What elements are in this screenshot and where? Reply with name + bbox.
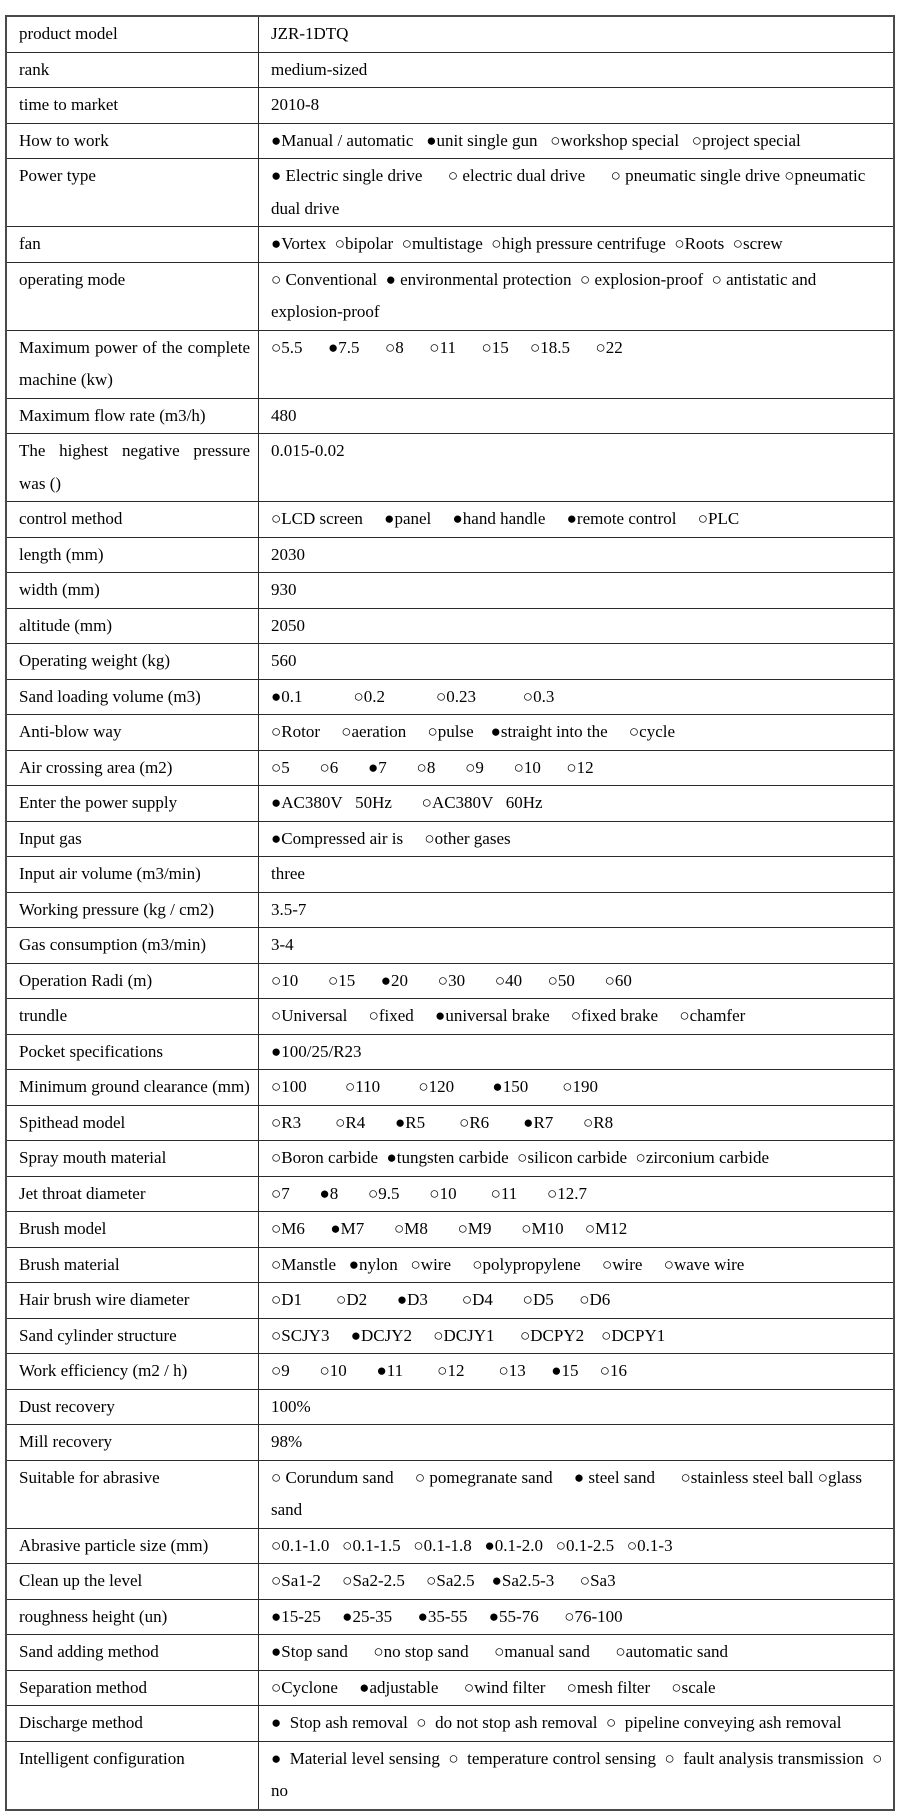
row-label: Jet throat diameter (7, 1177, 259, 1212)
table-row (7, 538, 893, 574)
row-label: Mill recovery (7, 1425, 259, 1460)
row-label: roughness height (un) (7, 1600, 259, 1635)
table-row (7, 1425, 893, 1461)
row-label: rank (7, 53, 259, 88)
row-label: Spithead model (7, 1106, 259, 1141)
table-row (7, 893, 893, 929)
row-label: Pocket specifications (7, 1035, 259, 1070)
row-value: 560 (271, 651, 297, 670)
row-label: Intelligent configuration (7, 1742, 259, 1809)
row-label: Work efficiency (m2 / h) (7, 1354, 259, 1389)
table-row (7, 1283, 893, 1319)
row-value: ●AC380V 50Hz ○AC380V 60Hz (271, 793, 543, 812)
row-label: Power type (7, 159, 259, 226)
row-value: 98% (271, 1432, 303, 1451)
table-row (7, 857, 893, 893)
row-label: trundle (7, 999, 259, 1034)
table-row (7, 502, 893, 538)
row-value: 2010-8 (271, 95, 320, 114)
table-row (7, 1354, 893, 1390)
row-value: ○Rotor ○aeration ○pulse ●straight into the ○cycle (271, 722, 676, 741)
row-label: Hair brush wire diameter (7, 1283, 259, 1318)
row-value: ● Electric single drive ○ electric dual drive ○ pneumatic single drive ○pneumatic dual drive (271, 166, 870, 218)
row-label: Gas consumption (m3/min) (7, 928, 259, 963)
row-value: ● Stop ash removal ○ do not stop ash removal ○ pipeline conveying ash removal (271, 1713, 842, 1732)
row-label: Operating weight (kg) (7, 644, 259, 679)
table-row (7, 1141, 893, 1177)
row-value: ○Sa1-2 ○Sa2-2.5 ○Sa2.5 ●Sa2.5-3 ○Sa3 (271, 1571, 616, 1590)
row-value: ●100/25/R23 (271, 1041, 362, 1061)
row-value: 2030 (271, 544, 305, 564)
table-row (7, 1248, 893, 1284)
row-label: Input gas (7, 822, 259, 857)
table-row (7, 17, 893, 53)
row-value: 480 (271, 405, 297, 425)
row-label: time to market (7, 88, 259, 123)
table-row (7, 227, 893, 263)
table-row (7, 751, 893, 787)
table-row (7, 434, 893, 502)
row-label: The highest negative pressure was () (7, 434, 259, 501)
row-label: fan (7, 227, 259, 262)
row-value: 2050 (271, 615, 305, 635)
table-row (7, 1035, 893, 1071)
row-label: Brush material (7, 1248, 259, 1283)
table-row (7, 1177, 893, 1213)
table-row (7, 1212, 893, 1248)
table-row (7, 1529, 893, 1565)
row-value: ● Material level sensing ○ temperature control sensing ○ fault analysis transmission ○ no (271, 1748, 891, 1800)
row-label: Sand loading volume (m3) (7, 680, 259, 715)
row-value: 3.5-7 (271, 899, 307, 919)
table-row (7, 1461, 893, 1529)
row-label: Sand cylinder structure (7, 1319, 259, 1354)
row-value: 930 (271, 580, 297, 599)
row-value: ●Manual / automatic ●unit single gun ○workshop special ○project special (271, 130, 801, 150)
table-row (7, 715, 893, 751)
table-row (7, 609, 893, 645)
row-value: three (271, 864, 305, 883)
table-row (7, 1635, 893, 1671)
table-row (7, 53, 893, 89)
row-label: Air crossing area (m2) (7, 751, 259, 786)
row-value: ○5.5 ●7.5 ○8 ○11 ○15 ○18.5 ○22 (271, 337, 623, 357)
row-value: ○D1 ○D2 ●D3 ○D4 ○D5 ○D6 (271, 1290, 611, 1309)
row-value: ○Cyclone ●adjustable ○wind filter ○mesh filter ○scale (271, 1677, 716, 1697)
row-value: ●Vortex ○bipolar ○multistage ○high pressure centrifuge ○Roots ○screw (271, 234, 783, 253)
row-value: ○100 ○110 ○120 ●150 ○190 (271, 1077, 598, 1096)
row-value: ○7 ●8 ○9.5 ○10 ○11 ○12.7 (271, 1183, 587, 1203)
row-label: Suitable for abrasive (7, 1461, 259, 1528)
row-label: Clean up the level (7, 1564, 259, 1599)
table-row (7, 680, 893, 716)
row-label: length (mm) (7, 538, 259, 573)
table-row (7, 1671, 893, 1707)
table-row (7, 786, 893, 822)
row-label: width (mm) (7, 573, 259, 608)
row-value: ○0.1-1.0 ○0.1-1.5 ○0.1-1.8 ●0.1-2.0 ○0.1-2.5 ○0.1-3 (271, 1535, 673, 1555)
row-label: Input air volume (m3/min) (7, 857, 259, 892)
row-label: Operation Radi (m) (7, 964, 259, 999)
row-value: ○M6 ●M7 ○M8 ○M9 ○M10 ○M12 (271, 1219, 628, 1238)
row-label: Maximum power of the complete machine (kw) (7, 331, 259, 398)
row-value: 100% (271, 1396, 311, 1416)
row-value: ○10 ○15 ●20 ○30 ○40 ○50 ○60 (271, 970, 632, 990)
table-row (7, 159, 893, 227)
table-row (7, 964, 893, 1000)
row-label: Separation method (7, 1671, 259, 1706)
row-value: ○9 ○10 ●11 ○12 ○13 ●15 ○16 (271, 1361, 627, 1380)
row-value: ○5 ○6 ●7 ○8 ○9 ○10 ○12 (271, 757, 594, 777)
row-value: ○Universal ○fixed ●universal brake ○fixed brake ○chamfer (271, 1006, 746, 1025)
table-row (7, 124, 893, 160)
row-value: ○SCJY3 ●DCJY2 ○DCJY1 ○DCPY2 ○DCPY1 (271, 1325, 666, 1345)
table-row (7, 928, 893, 964)
table-row (7, 1600, 893, 1636)
row-label: Dust recovery (7, 1390, 259, 1425)
row-value: ●0.1 ○0.2 ○0.23 ○0.3 (271, 686, 555, 706)
row-label: Spray mouth material (7, 1141, 259, 1176)
table-row (7, 1742, 893, 1809)
row-label: Discharge method (7, 1706, 259, 1741)
row-label: Maximum flow rate (m3/h) (7, 399, 259, 434)
row-label: altitude (mm) (7, 609, 259, 644)
row-value: ○Manstle ●nylon ○wire ○polypropylene ○wire ○wave wire (271, 1254, 745, 1274)
row-label: Working pressure (kg / cm2) (7, 893, 259, 928)
spec-table (5, 15, 895, 1811)
table-row (7, 1106, 893, 1142)
row-label: Sand adding method (7, 1635, 259, 1670)
table-row (7, 331, 893, 399)
row-label: product model (7, 17, 259, 52)
row-value: ○ Conventional ● environmental protection ○ explosion-proof ○ antistatic and explosion-proof (271, 269, 821, 321)
table-row (7, 1319, 893, 1355)
row-label: control method (7, 502, 259, 537)
row-value: 0.015-0.02 (271, 441, 345, 460)
table-row (7, 999, 893, 1035)
table-row (7, 822, 893, 858)
row-label: operating mode (7, 263, 259, 330)
row-value: ●15-25 ●25-35 ●35-55 ●55-76 ○76-100 (271, 1606, 623, 1626)
row-value: JZR-1DTQ (271, 24, 349, 43)
row-label: Anti-blow way (7, 715, 259, 750)
row-label: Enter the power supply (7, 786, 259, 821)
row-value: ●Compressed air is ○other gases (271, 828, 511, 848)
table-row (7, 1390, 893, 1426)
table-row (7, 263, 893, 331)
table-row (7, 1564, 893, 1600)
table-row (7, 573, 893, 609)
table-row (7, 1706, 893, 1742)
row-label: Abrasive particle size (mm) (7, 1529, 259, 1564)
row-value: medium-sized (271, 59, 368, 79)
table-row (7, 644, 893, 680)
row-label: How to work (7, 124, 259, 159)
table-row (7, 88, 893, 124)
row-value: ●Stop sand ○no stop sand ○manual sand ○automatic sand (271, 1642, 729, 1661)
row-value: ○LCD screen ●panel ●hand handle ●remote control ○PLC (271, 509, 740, 528)
row-label: Brush model (7, 1212, 259, 1247)
row-value: ○Boron carbide ●tungsten carbide ○silicon carbide ○zirconium carbide (271, 1148, 770, 1167)
table-row (7, 399, 893, 435)
row-value: 3-4 (271, 935, 294, 954)
row-label: Minimum ground clearance (mm) (7, 1070, 259, 1105)
row-value: ○R3 ○R4 ●R5 ○R6 ●R7 ○R8 (271, 1112, 614, 1132)
row-value: ○ Corundum sand ○ pomegranate sand ● steel sand ○stainless steel ball ○glass sand (271, 1467, 867, 1519)
table-row (7, 1070, 893, 1106)
